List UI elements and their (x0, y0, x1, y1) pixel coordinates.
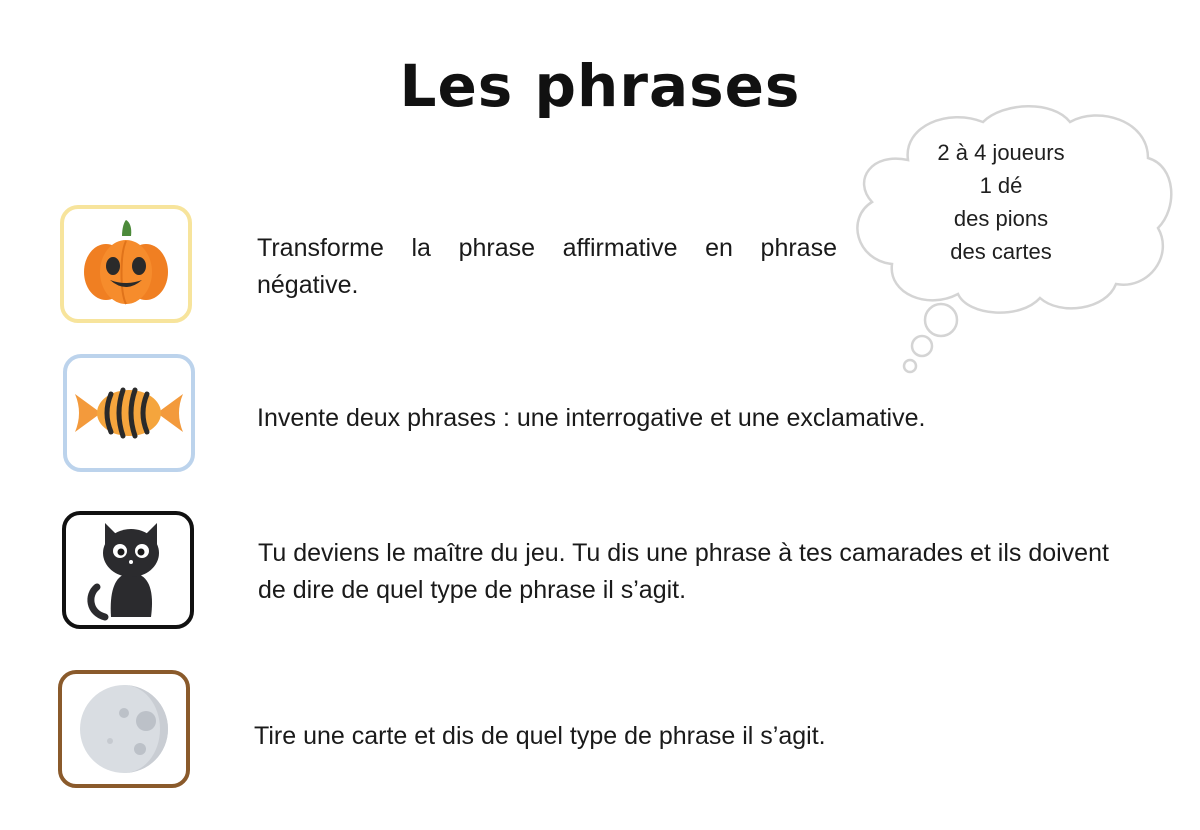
row-text: Tire une carte et dis de quel type de phrase il s’agit. (254, 722, 826, 750)
materials-list (903, 136, 1099, 268)
moon-icon (74, 679, 174, 779)
materials-item: 1 dé (979, 173, 1023, 198)
pumpkin-card (60, 205, 192, 323)
moon-card (58, 670, 190, 788)
black-cat-icon (83, 517, 173, 623)
candy-card (63, 354, 195, 472)
candy-icon (71, 378, 187, 448)
row-text: Transforme la phrase affirmative en phrase négative. (257, 234, 837, 299)
materials-item: des pions (953, 206, 1049, 231)
materials-item: des cartes (950, 239, 1052, 264)
cat-card (62, 511, 194, 629)
pumpkin-icon (76, 214, 176, 314)
row-text: Tu deviens le maître du jeu. Tu dis une phrase à tes camarades et ils doivent de dire de quel type de phrase il s’agit. (258, 539, 1109, 604)
row-text: Invente deux phrases : une interrogative et une exclamative. (257, 404, 926, 432)
materials-item: 2 à 4 joueurs (937, 140, 1065, 165)
page-title: Les phrases (399, 52, 801, 120)
